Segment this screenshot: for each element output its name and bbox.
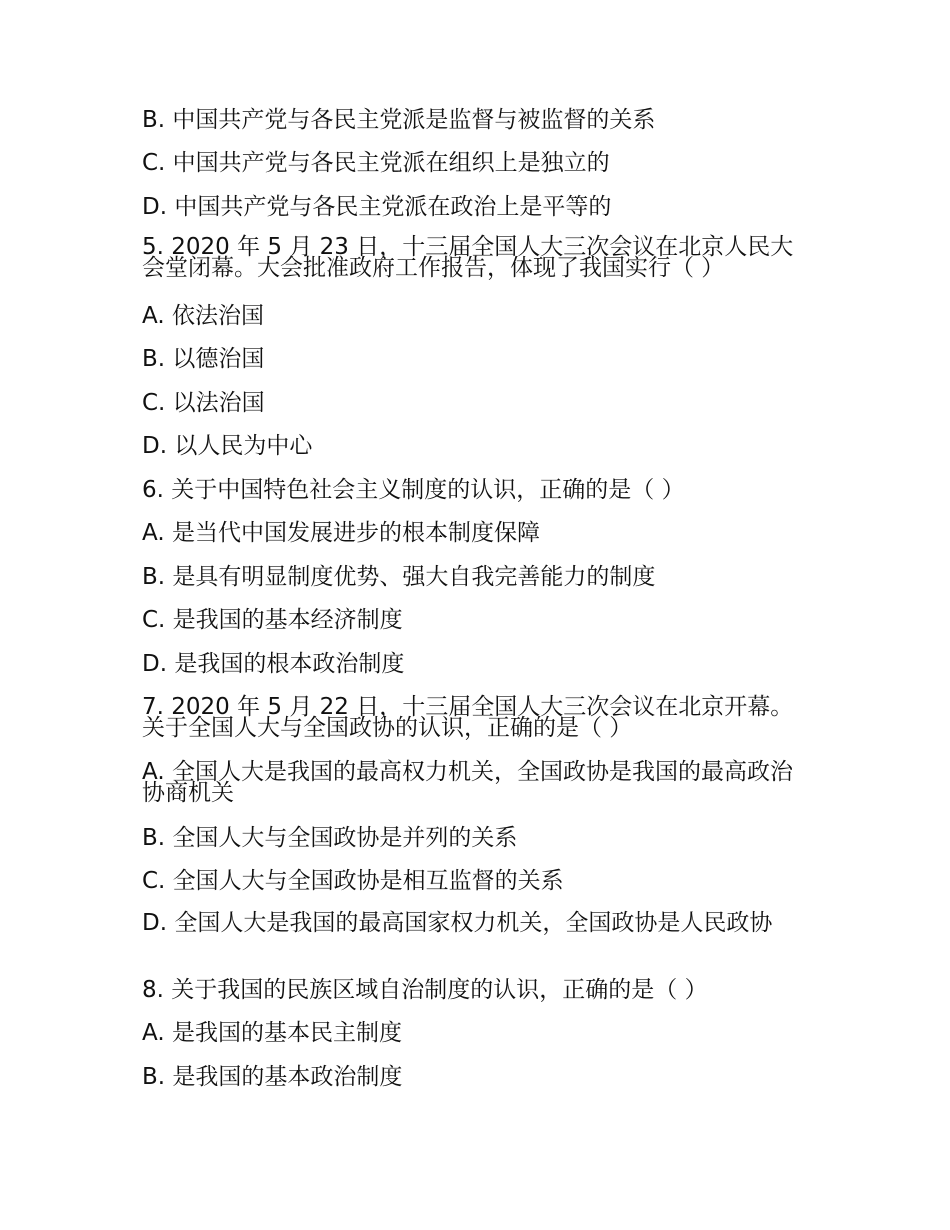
q4-option-b: B. 中国共产党与各民主党派是监督与被监督的关系 xyxy=(142,107,656,133)
q7-stem: 7. 2020 年 5 月 22 日，十三届全国人大三次会议在北京开幕。关于全国人大与全国政协的认识，正确的是（ ） xyxy=(142,694,794,741)
q7-option-a: A. 全国人大是我国的最高权力机关，全国政协是我国的最高政治协商机关 xyxy=(142,759,793,806)
q6-option-d: D. 是我国的根本政治制度 xyxy=(142,651,405,677)
q5-option-d: D. 以人民为中心 xyxy=(142,433,313,459)
q5-option-b: B. 以德治国 xyxy=(142,346,265,372)
q6-option-b: B. 是具有明显制度优势、强大自我完善能力的制度 xyxy=(142,564,656,590)
q5-option-c: C. 以法治国 xyxy=(142,390,265,416)
q7-option-b: B. 全国人大与全国政协是并列的关系 xyxy=(142,825,518,851)
q5-option-a: A. 依法治国 xyxy=(142,303,264,329)
q8-stem: 8. 关于我国的民族区域自治制度的认识，正确的是（ ） xyxy=(142,977,708,1003)
q7-option-c: C. 全国人大与全国政协是相互监督的关系 xyxy=(142,868,564,894)
q4-option-c: C. 中国共产党与各民主党派在组织上是独立的 xyxy=(142,150,610,176)
q6-option-a: A. 是当代中国发展进步的根本制度保障 xyxy=(142,520,540,546)
q4-option-d: D. 中国共产党与各民主党派在政治上是平等的 xyxy=(142,194,612,220)
q5-stem: 5. 2020 年 5 月 23 日，十三届全国人大三次会议在北京人民大会堂闭幕。大会批准政府工作报告，体现了我国实行（ ） xyxy=(142,234,794,281)
q7-option-d: D. 全国人大是我国的最高国家权力机关，全国政协是人民政协 xyxy=(142,910,773,936)
q8-option-b: B. 是我国的基本政治制度 xyxy=(142,1064,403,1090)
q8-option-a: A. 是我国的基本民主制度 xyxy=(142,1020,402,1046)
q6-option-c: C. 是我国的基本经济制度 xyxy=(142,607,403,633)
q6-stem: 6. 关于中国特色社会主义制度的认识，正确的是（ ） xyxy=(142,477,685,503)
